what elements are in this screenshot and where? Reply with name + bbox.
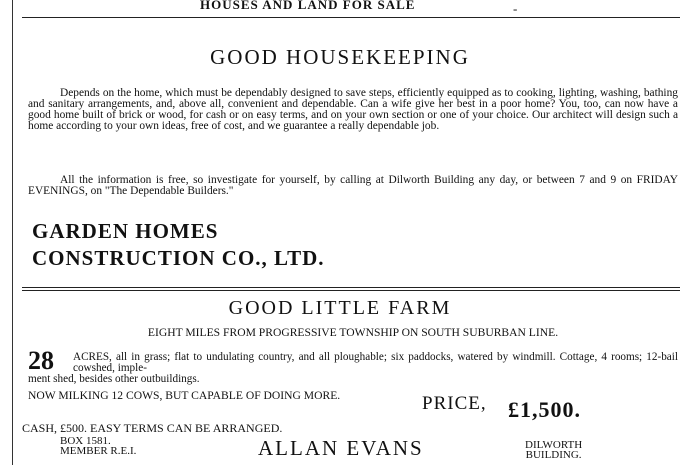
price-value: £1,500. [508, 397, 581, 422]
ad2-detail-1: ACRES, all in grass; flat to undulating country, and all ploughable; six paddocks, watered by windmill. Cottage, 4 rooms; 12-bail cowshed, imple- [73, 351, 678, 374]
section-header: HOUSES AND LAND FOR SALE [200, 0, 416, 12]
building-line-1: DILWORTH [525, 439, 583, 451]
box-number: BOX 1581. [60, 435, 111, 447]
ad2-terms: CASH, £500. EASY TERMS CAN BE ARRANGED. [22, 421, 283, 435]
acres-number: 28 [28, 346, 54, 375]
building-line-2: BUILDING. [525, 449, 582, 461]
ad1-company [32, 218, 452, 272]
member-rei: MEMBER R.E.I. [60, 445, 137, 457]
company-line-2: CONSTRUCTION CO., LTD. [32, 246, 325, 270]
header-rule [22, 17, 680, 18]
ad2-title: GOOD LITTLE FARM [228, 297, 452, 319]
ad2-detail-2: ment shed, besides other outbuildings. [28, 373, 200, 385]
ad1-paragraph-1: Depends on the home, which must be dependably designed to save steps, efficiently equipped as to cooking, lighting, washing, bathing and sanitary arrangements, and, above all, convenient and dependable. Can a wife give her best in a poor home? You, too, can now have a good home built of brick or wood, for cash or on easy terms, and on your own section or one of your choice. Our architect will design such a home according to your own ideas, free of cost, and we guarantee a really dependable job. [28, 87, 678, 132]
header-dash: - [513, 1, 518, 16]
price-label: PRICE, [422, 393, 487, 414]
agent-name: ALLAN EVANS [258, 436, 424, 460]
ad-divider-top [22, 287, 680, 288]
ad1-paragraph-2: All the information is free, so investigate for yourself, by calling at Dilworth Building any day, or between 7 and 9 on FRIDAY EVENINGS, on "The Dependable Builders." [28, 174, 678, 197]
ad2-milking: NOW MILKING 12 COWS, BUT CAPABLE OF DOING MORE. [28, 389, 341, 402]
ad-divider-bottom [22, 290, 680, 291]
ad1-title: GOOD HOUSEKEEPING [210, 45, 470, 69]
ad2-box [60, 436, 136, 456]
company-line-1: GARDEN HOMES [32, 219, 219, 243]
agent-address [525, 440, 582, 460]
ad2-intro: EIGHT MILES FROM PROGRESSIVE TOWNSHIP ON SOUTH SUBURBAN LINE. [147, 326, 559, 339]
